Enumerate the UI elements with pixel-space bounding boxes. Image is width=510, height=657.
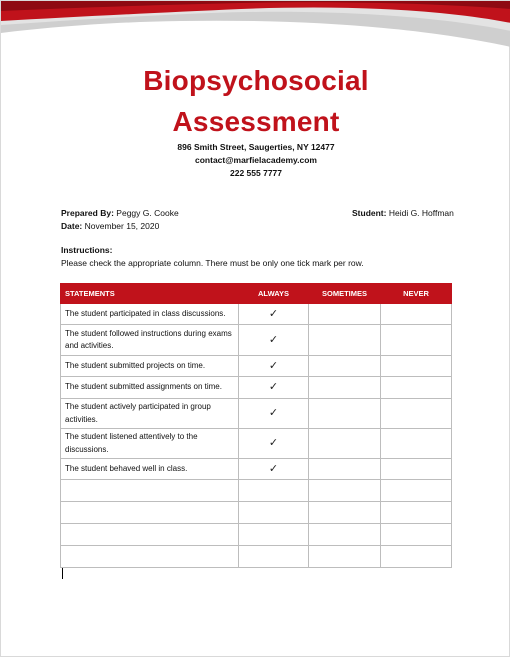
prepared-by-label: Prepared By: (61, 208, 114, 218)
statement-cell[interactable] (61, 546, 239, 568)
table-row (61, 546, 452, 568)
date-value: November 15, 2020 (84, 221, 160, 231)
never-cell[interactable] (381, 524, 452, 546)
always-cell[interactable]: ✓ (239, 356, 309, 377)
text-cursor (62, 568, 63, 579)
table-row (61, 304, 452, 325)
student-value: Heidi G. Hoffman (388, 208, 454, 218)
sometimes-cell[interactable] (309, 304, 381, 325)
statement-cell[interactable]: The student submitted projects on time. (61, 356, 239, 377)
always-cell[interactable]: ✓ (239, 429, 309, 459)
prepared-by (61, 207, 179, 219)
never-cell[interactable] (381, 399, 452, 429)
never-cell[interactable] (381, 304, 452, 325)
instructions-text: Please check the appropriate column. There must be only one tick mark per row. (61, 258, 364, 268)
always-cell[interactable]: ✓ (239, 459, 309, 480)
never-cell[interactable] (381, 429, 452, 459)
sometimes-cell[interactable] (309, 546, 381, 568)
statement-cell[interactable]: The student actively participated in group activities. (61, 399, 239, 429)
table-row (61, 399, 452, 429)
page-title-line2: Assessment (172, 106, 340, 137)
header-sometimes: SOMETIMES (309, 284, 381, 304)
address-text: 896 Smith Street, Saugerties, NY 12477 (177, 142, 335, 152)
header-never: NEVER (381, 284, 452, 304)
never-cell[interactable] (381, 377, 452, 399)
sometimes-cell[interactable] (309, 429, 381, 459)
instructions-heading: Instructions: (61, 245, 113, 255)
sometimes-cell[interactable] (309, 480, 381, 502)
statement-cell[interactable]: The student behaved well in class. (61, 459, 239, 480)
table-row (61, 459, 452, 480)
sometimes-cell[interactable] (309, 459, 381, 480)
table-row (61, 325, 452, 356)
never-cell[interactable] (381, 356, 452, 377)
assessment-table (60, 283, 452, 568)
header-wave-decoration (1, 1, 510, 49)
always-cell[interactable] (239, 480, 309, 502)
table-row (61, 524, 452, 546)
never-cell[interactable] (381, 459, 452, 480)
header-always: ALWAYS (239, 284, 309, 304)
table-row (61, 480, 452, 502)
phone-text: 222 555 7777 (230, 168, 282, 178)
table-row (61, 429, 452, 459)
student-line (352, 207, 454, 219)
never-cell[interactable] (381, 502, 452, 524)
sometimes-cell[interactable] (309, 399, 381, 429)
always-cell[interactable] (239, 546, 309, 568)
table-row (61, 377, 452, 399)
statement-cell[interactable] (61, 502, 239, 524)
always-cell[interactable] (239, 524, 309, 546)
never-cell[interactable] (381, 480, 452, 502)
statement-cell[interactable] (61, 524, 239, 546)
table-header-row (61, 284, 452, 304)
statement-cell[interactable]: The student followed instructions during exams and activities. (61, 325, 239, 356)
header-statements: STATEMENTS (61, 284, 239, 304)
prepared-by-value: Peggy G. Cooke (116, 208, 179, 218)
always-cell[interactable]: ✓ (239, 304, 309, 325)
sometimes-cell[interactable] (309, 502, 381, 524)
never-cell[interactable] (381, 546, 452, 568)
statement-cell[interactable]: The student participated in class discussions. (61, 304, 239, 325)
statement-cell[interactable] (61, 480, 239, 502)
never-cell[interactable] (381, 325, 452, 356)
statement-cell[interactable]: The student listened attentively to the discussions. (61, 429, 239, 459)
always-cell[interactable]: ✓ (239, 399, 309, 429)
date-line (61, 220, 159, 232)
always-cell[interactable]: ✓ (239, 325, 309, 356)
page-title-line1: Biopsychosocial (143, 65, 369, 96)
date-label: Date: (61, 221, 83, 231)
always-cell[interactable] (239, 502, 309, 524)
sometimes-cell[interactable] (309, 524, 381, 546)
email-text: contact@marfielacademy.com (195, 155, 317, 165)
table-row (61, 356, 452, 377)
sometimes-cell[interactable] (309, 377, 381, 399)
sometimes-cell[interactable] (309, 356, 381, 377)
student-label: Student: (352, 208, 387, 218)
sometimes-cell[interactable] (309, 325, 381, 356)
table-row (61, 502, 452, 524)
always-cell[interactable]: ✓ (239, 377, 309, 399)
statement-cell[interactable]: The student submitted assignments on time. (61, 377, 239, 399)
